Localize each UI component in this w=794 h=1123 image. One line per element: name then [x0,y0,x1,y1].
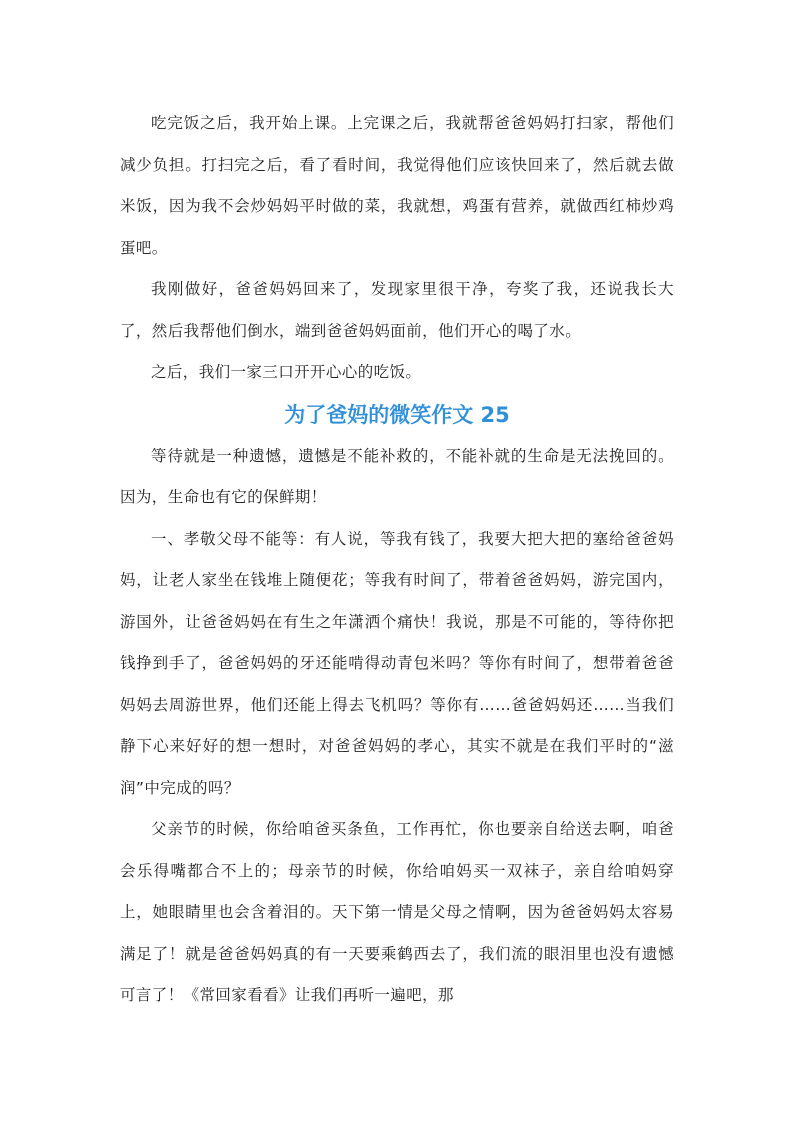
paragraph-family-dinner: 之后，我们一家三口开开心心的吃饭。 [151,363,422,381]
paragraph-filial-piety: 一、孝敬父母不能等：有人说，等我有钱了，我要大把大把的塞给爸爸妈妈，让老人家坐在钱堆上随便花；等我有时间了，带着爸爸妈妈，游完国内，游国外，让爸爸妈妈在有生之年潇洒个痛快！我说，那是不可能的，等待你把钱挣到手了，爸爸妈妈的牙还能啃得动青包米吗？等你有时间了，想带着爸爸妈妈去周游世界，他们还能上得去飞机吗？等你有……爸爸妈妈还……当我们静下心来好好的想一想时，对爸爸妈妈的孝心，其实不就是在我们平时的“滋润”中完成的吗？ [120,529,674,797]
essay-heading: 为了爸妈的微笑作文 25 [284,402,510,427]
paragraph-fathers-mothers-day: 父亲节的时候，你给咱爸买条鱼，工作再忙，你也要亲自给送去啊，咱爸会乐得嘴都合不上的；母亲节的时候，你给咱妈买一双袜子，亲自给咱妈穿上，她眼睛里也会含着泪的。天下第一情是父母之情啊，因为爸爸妈妈太容易满足了！就是爸爸妈妈真的有一天要乘鹤西去了，我们流的眼泪里也没有遗憾可言了！《常回家看看》让我们再听一遍吧，那 [120,820,674,1004]
paragraph-parents-return: 我刚做好，爸爸妈妈回来了，发现家里很干净，夸奖了我，还说我长大了，然后我帮他们倒水，端到爸爸妈妈面前，他们开心的喝了水。 [120,280,674,340]
paragraph-waiting-regret: 等待就是一种遗憾，遗憾是不能补救的，不能补就的生命是无法挽回的。因为，生命也有它的保鲜期！ [120,446,674,506]
document-body [120,103,674,1017]
paragraph-cleaning-cooking: 吃完饭之后，我开始上课。上完课之后，我就帮爸爸妈妈打扫家，帮他们减少负担。打扫完之后，看了看时间，我觉得他们应该快回来了，然后就去做米饭，因为我不会炒妈妈平时做的菜，我就想，鸡蛋有营养，就做西红柿炒鸡蛋吧。 [120,114,674,257]
